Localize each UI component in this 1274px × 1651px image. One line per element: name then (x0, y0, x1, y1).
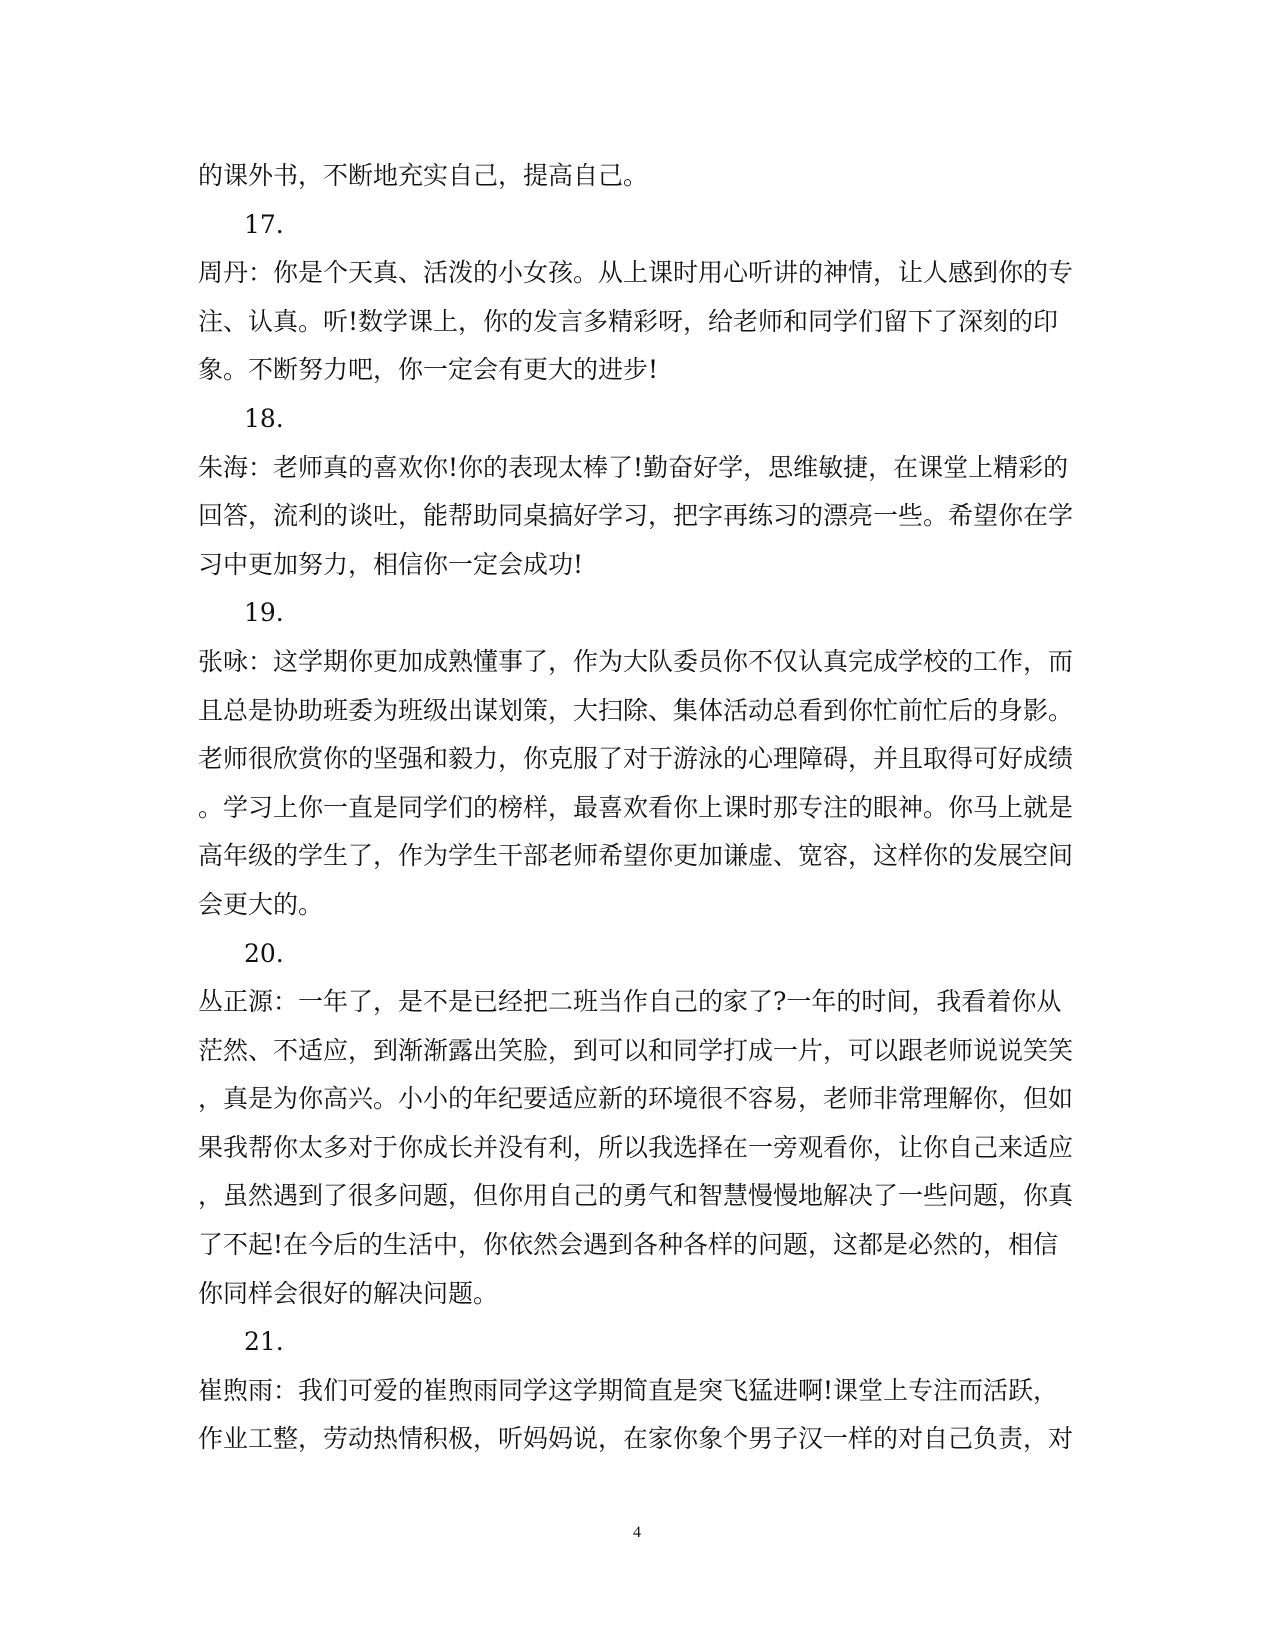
body-text-line: 了不起!在今后的生活中，你依然会遇到各种各样的问题，这都是必然的，相信 (198, 1230, 1059, 1260)
entry-number: 19. (244, 598, 284, 628)
entry-number: 17. (244, 209, 284, 239)
body-text-line: 习中更加努力，相信你一定会成功! (198, 549, 584, 579)
body-text-line: 的课外书，不断地充实自己，提高自己。 (198, 161, 649, 190)
body-text-line: 朱海：老师真的喜欢你!你的表现太棒了!勤奋好学，思维敏捷，在课堂上精彩的 (198, 452, 1069, 482)
body-text-line: 高年级的学生了，作为学生干部老师希望你更加谦虚、宽容，这样你的发展空间 (198, 841, 1074, 871)
body-text-line: 周丹：你是个天真、活泼的小女孩。从上课时用心听讲的神情，让人感到你的专 (198, 258, 1074, 288)
body-text-line: ，真是为你高兴。小小的年纪要适应新的环境很不容易，老师非常理解你，但如 (198, 1084, 1074, 1114)
page-number: 4 (633, 1524, 641, 1541)
body-text-line: 会更大的。 (198, 889, 324, 919)
entry-number: 18. (244, 403, 284, 433)
document-body (198, 152, 1080, 1464)
body-text-line: ，虽然遇到了很多问题，但你用自己的勇气和智慧慢慢地解决了一些问题，你真 (198, 1181, 1074, 1211)
body-text-line: 你同样会很好的解决问题。 (198, 1278, 499, 1308)
body-text-line: 果我帮你太多对于你成长并没有利，所以我选择在一旁观看你，让你自己来适应 (198, 1132, 1074, 1162)
body-text-line: 注、认真。听!数学课上，你的发言多精彩呀，给老师和同学们留下了深刻的印 (198, 306, 1059, 336)
entry-number: 20. (244, 938, 284, 968)
body-text-line: 回答，流利的谈吐，能帮助同桌搞好学习，把字再练习的漂亮一些。希望你在学 (198, 501, 1074, 531)
body-text-line: 且总是协助班委为班级出谋划策，大扫除、集体活动总看到你忙前忙后的身影。 (198, 695, 1074, 725)
entry-number: 21. (244, 1327, 284, 1357)
body-text-line: 丛正源：一年了，是不是已经把二班当作自己的家了?一年的时间，我看着你从 (198, 987, 1062, 1017)
body-text-line: 崔煦雨：我们可爱的崔煦雨同学这学期简直是突飞猛进啊!课堂上专注而活跃， (198, 1375, 1059, 1405)
body-text-line: 老师很欣赏你的坚强和毅力，你克服了对于游泳的心理障碍，并且取得可好成绩 (198, 744, 1074, 774)
body-text-line: 作业工整，劳动热情积极，听妈妈说，在家你象个男子汉一样的对自己负责，对 (198, 1424, 1074, 1454)
body-text-line: 象。不断努力吧，你一定会有更大的进步! (198, 355, 659, 385)
body-text-line: 张咏：这学期你更加成熟懂事了，作为大队委员你不仅认真完成学校的工作，而 (198, 646, 1074, 676)
body-text-line: 。学习上你一直是同学们的榜样，最喜欢看你上课时那专注的眼神。你马上就是 (198, 792, 1074, 822)
body-text-line: 茫然、不适应，到渐渐露出笑脸，到可以和同学打成一片，可以跟老师说说笑笑 (198, 1035, 1074, 1065)
